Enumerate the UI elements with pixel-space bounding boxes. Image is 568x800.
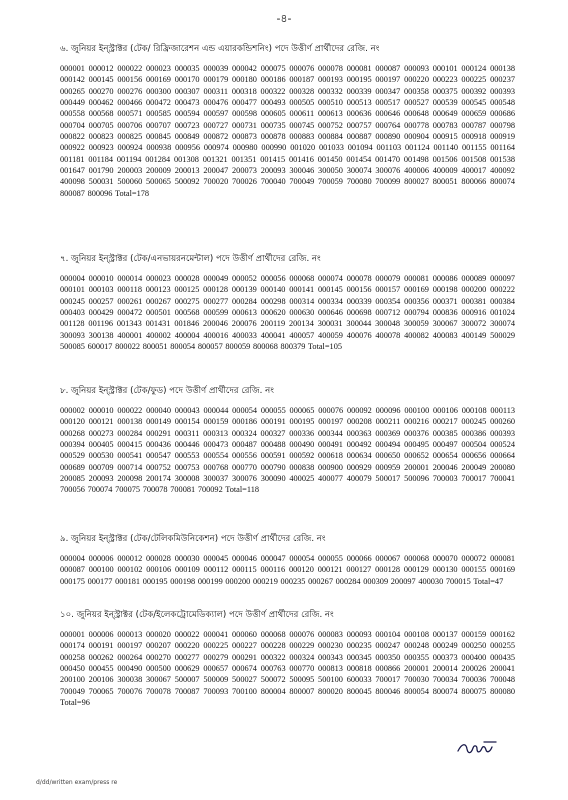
roll-number-list: 000002 000010 000022 000040 000043 000044 000054 000055 000065 000076 000092 000096 000100 000106 000108 000113 000120 000121 000138 000149 000154 000159 000186 000191 000195 000197 000208 000211 000216 000217 000245 000260 000268 000273 000284 000291 000311 000313 000324 000327 000336 000344 000363 000369 000376 000385 000386 000393 000394 000405 000415 000436 000446 000473 000487 000488 000490 000491 000492 000494 000495 000497 000504 000524 000529 000530 000541 000547 000553 000554 000556 000591 000592 000618 000634 000650 000652 000654 000656 000664 000689 000709 000714 000752 000753 000768 000770 000790 000838 000900 000929 000959 200001 200046 200049 200080 200085 200093 200098 200174 300008 300037 300076 300090 400025 400077 400079 500017 500096 700003 700017 700041 700056 700074 700075 700078 700081 700092 Total=118: [60, 406, 515, 495]
roll-number-list: 000001 000006 000013 000020 000022 000041 000060 000068 000076 000083 000093 000104 000108 000137 000159 000162 000174 000191 000197 000207 000220 000225 000227 000228 000229 000230 000235 000247 000248 000249 000250 000255 000258 000262 000264 000270 000277 000279 000291 000322 000324 000343 000345 000350 000355 000373 000400 000435 000450 000455 000490 000500 000629 000657 000674 000763 000770 000813 000818 000866 200001 200014 200026 200041 200100 200106 300038 300067 500007 500009 500027 500072 500095 500100 600033 700017 700030 700034 700036 700048 700049 700065 700076 700078 700087 700093 700100 800004 800007 800020 800045 800046 800054 800074 800075 800080 Total=96: [60, 630, 515, 708]
section-heading: ৬. জুনিয়র ইন্স্ট্রাক্টর (টেক/ রিফ্রিজারেশন এন্ড এয়ারকন্ডিশনিং) পদে উত্তীর্ণ প্রার্থীদের রেজি. নং: [60, 44, 380, 54]
section-telecommunication: [60, 532, 515, 587]
section-heading: ১০. জুনিয়র ইন্স্ট্রাক্টর (টেক/ইলেকট্রোমেডিক্যাল) পদে উত্তীর্ণ প্রার্থীদের রেজি. নং: [60, 610, 334, 620]
section-heading: ৯. জুনিয়র ইন্স্ট্রাক্টর (টেক/টেলিকমিউনিকেশন) পদে উত্তীর্ণ প্রার্থীদের রেজি. নং: [60, 534, 326, 544]
section-environmental: [60, 252, 515, 352]
roll-number-list: 000004 000010 000014 000023 000028 000049 000052 000056 000068 000074 000078 000079 000081 000086 000089 000097 000101 000103 000118 000123 000125 000128 000139 000140 000141 000145 000156 000157 000169 000198 000200 000222 000245 000257 000261 000267 000275 000277 000284 000298 000314 000334 000339 000354 000356 000371 000381 000384 000403 000429 000472 000501 000568 000599 000613 000620 000630 000646 000698 000712 000794 000836 000916 001024 001128 001196 001343 001431 001846 200046 200076 200119 200134 300031 300044 300048 300059 300067 300072 300074 300093 300138 400001 400002 400004 400016 400033 400041 400057 400059 400076 400078 400082 400083 400149 500029 500085 600017 800022 800051 800054 800057 800059 800068 800379 Total=105: [60, 274, 515, 352]
page-number: -৪-: [276, 12, 292, 25]
section-electromedical: [60, 608, 515, 708]
section-heading: ৭. জুনিয়র ইন্স্ট্রাক্টর (টেক/এনভায়রনমেন্টাল) পদে উত্তীর্ণ প্রার্থীদের রেজি. নং: [60, 254, 321, 264]
signature-mark: [456, 737, 498, 759]
footer-path: d/dd/written exam/press re: [36, 779, 118, 786]
section-refrigeration: [60, 42, 515, 199]
section-food: [60, 384, 515, 496]
section-heading: ৮. জুনিয়র ইন্স্ট্রাক্টর (টেক/ফুড) পদে উত্তীর্ণ প্রার্থীদের রেজি. নং: [60, 386, 274, 396]
roll-number-list: 000001 000012 000022 000023 000035 000039 000042 000075 000076 000078 000081 000087 000093 000101 000124 000138 000142 000145 000156 000169 000170 000179 000180 000186 000187 000193 000195 000197 000220 000223 000225 000237 000265 000270 000276 000300 000307 000311 000318 000322 000328 000332 000339 000347 000358 000375 000392 000393 000449 000462 000466 000472 000473 000476 000477 000493 000505 000510 000513 000517 000527 000539 000545 000548 000558 000568 000571 000585 000594 000597 000598 000605 000611 000613 000636 000646 000648 000649 000659 000686 000704 000705 000706 000707 000723 000727 000731 000735 000745 000752 000757 000764 000778 000783 000787 000798 000822 000823 000825 000845 000849 000872 000873 000878 000883 000884 000887 000890 000904 000915 000918 000919 000922 000923 000924 000938 000956 000974 000980 000990 001020 001033 001094 001103 001124 001140 001155 001164 001181 001184 001194 001284 001308 001321 001351 001415 001416 001450 001454 001470 001498 001506 001508 001538 001647 001790 200003 200009 200013 200047 200073 200093 300046 300050 300074 300076 400006 400009 400017 400092 400098 500031 500060 500065 500092 700020 700026 700040 700049 700059 700080 700099 800027 800051 800066 800074 800087 800096 Total=178: [60, 64, 515, 198]
roll-number-list: 000004 000006 000012 000028 000030 000045 000046 000047 000054 000055 000066 000067 000068 000070 000072 000081 000087 000100 000102 000106 000109 000112 000115 000116 000120 000121 000127 000128 000129 000130 000155 000169 000175 000177 000181 000195 000198 000199 000200 000219 000235 000267 000284 000309 200097 400030 700015 Total=47: [60, 554, 515, 586]
